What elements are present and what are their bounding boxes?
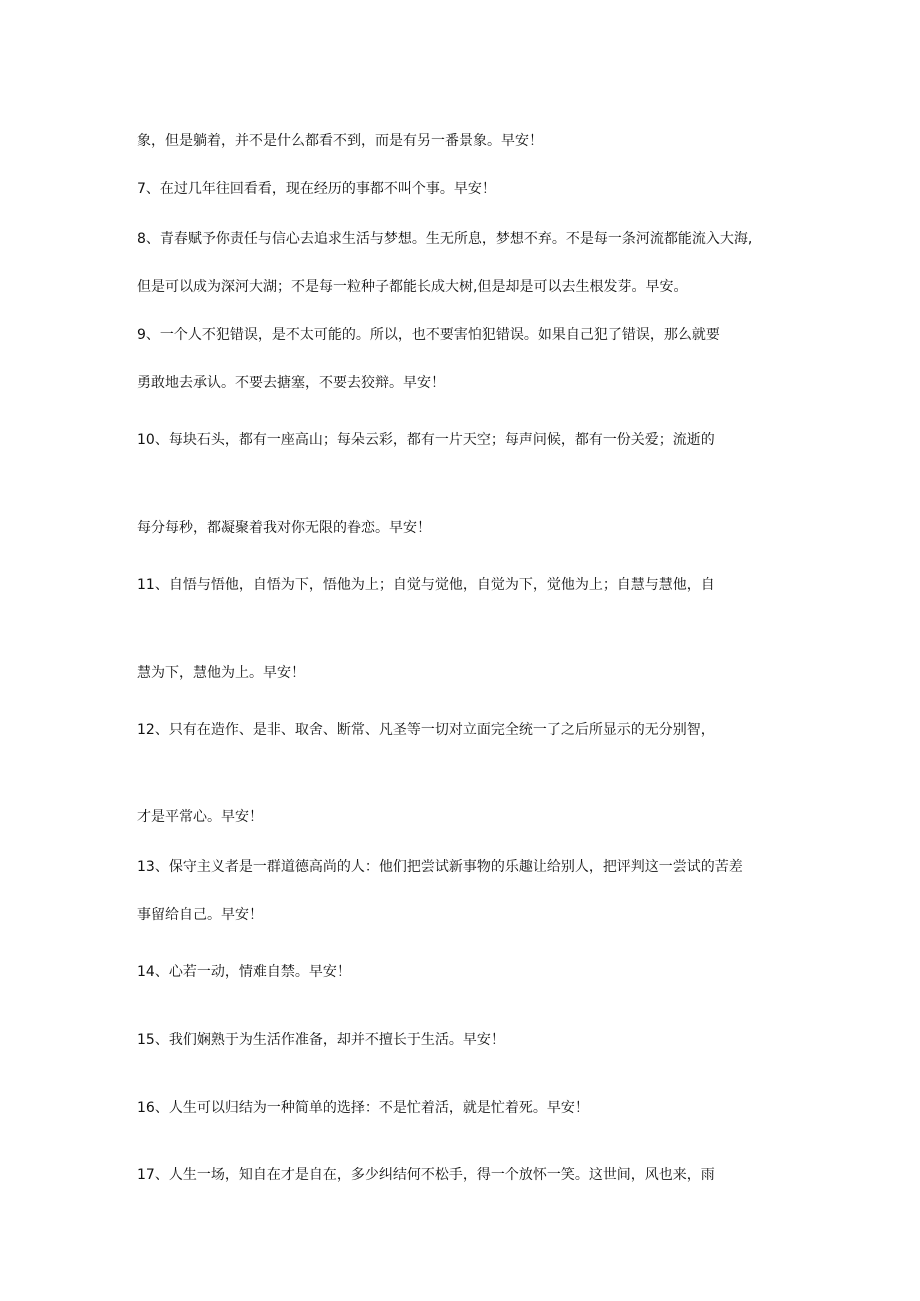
- text-line: 但是可以成为深河大湖；不是每一粒种子都能长成大树,但是却是可以去生根发芽。早安。: [137, 279, 688, 295]
- text-line: 慧为下，慧他为上。早安！: [137, 665, 305, 681]
- text-line: 9、一个人不犯错误，是不太可能的。所以，也不要害怕犯错误。如果自己犯了错误，那么就要: [137, 327, 720, 343]
- text-line: 17、人生一场，知自在才是自在，多少纠结何不松手，得一个放怀一笑。这世间，风也来，雨: [137, 1167, 715, 1183]
- text-line: 14、心若一动，情难自禁。早安！: [137, 964, 351, 980]
- text-line: 10、每块石头，都有一座高山；每朵云彩，都有一片天空；每声问候，都有一份关爱；流逝的: [137, 432, 715, 448]
- text-line: 12、只有在造作、是非、取舍、断常、凡圣等一切对立面完全统一了之后所显示的无分别智，: [137, 722, 715, 738]
- text-line: 才是平常心。早安！: [137, 809, 263, 825]
- text-line: 事留给自己。早安！: [137, 907, 263, 923]
- text-line: 勇敢地去承认。不要去搪塞，不要去狡辩。早安！: [137, 375, 445, 391]
- text-line: 每分每秒，都凝聚着我对你无限的眷恋。早安！: [137, 520, 431, 536]
- text-line: 13、保守主义者是一群道德高尚的人：他们把尝试新事物的乐趣让给别人，把评判这一尝试的苦差: [137, 859, 743, 875]
- text-line: 7、在过几年往回看看，现在经历的事都不叫个事。早安！: [137, 181, 496, 197]
- text-line: 8、青春赋予你责任与信心去追求生活与梦想。生无所息，梦想不弃。不是每一条河流都能流入大海,: [137, 231, 753, 247]
- text-line: 11、自悟与悟他，自悟为下，悟他为上；自觉与觉他，自觉为下，觉他为上；自慧与慧他，自: [137, 577, 715, 593]
- text-line: 15、我们娴熟于为生活作准备，却并不擅长于生活。早安！: [137, 1032, 505, 1048]
- text-line: 象，但是躺着，并不是什么都看不到，而是有另一番景象。早安！: [137, 133, 543, 149]
- text-line: 16、人生可以归结为一种简单的选择：不是忙着活，就是忙着死。早安！: [137, 1100, 589, 1116]
